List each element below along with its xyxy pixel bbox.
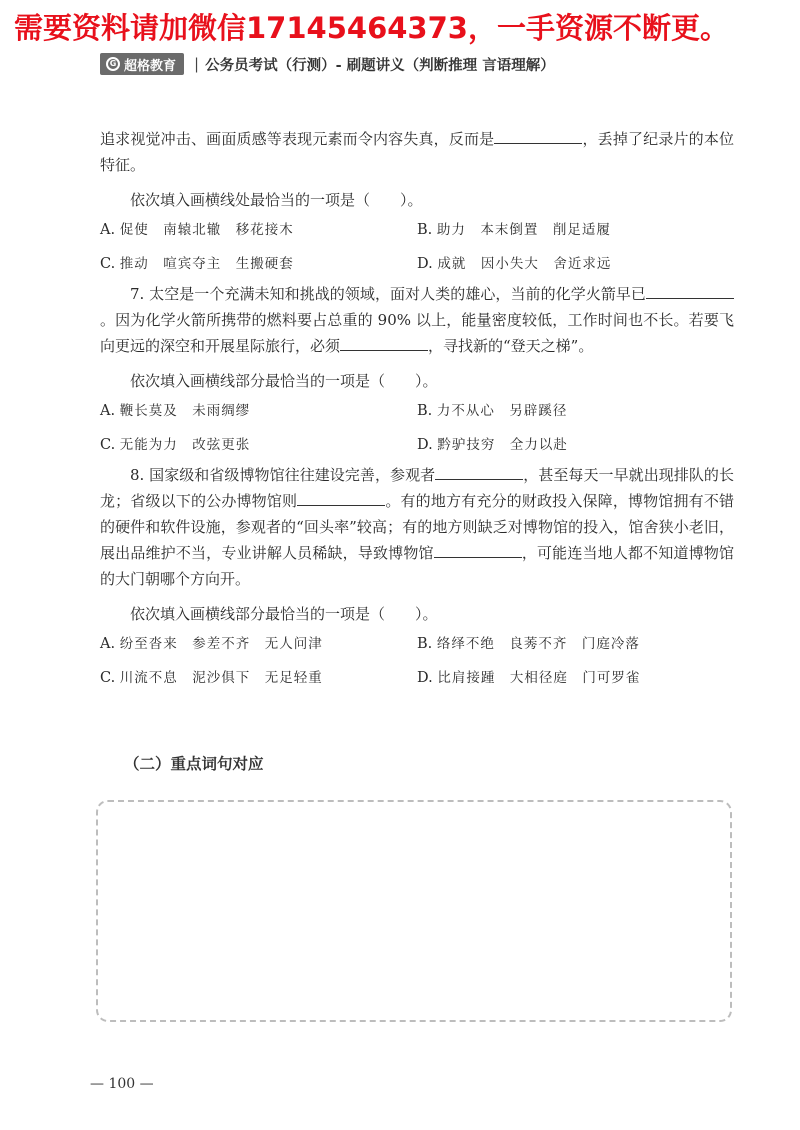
logo-icon: G xyxy=(106,57,120,71)
fill-blank xyxy=(340,334,428,351)
fill-blank xyxy=(494,127,582,144)
q7-prompt: 依次填入画横线部分最恰当的一项是（ ）。 xyxy=(130,372,438,390)
q8-option-b: B. 络绎不绝 良莠不齐 门庭冷落 xyxy=(417,636,640,652)
q6-option-a: A. 促使 南辕北辙 移花接木 xyxy=(100,222,294,238)
fill-blank xyxy=(646,282,734,299)
q7-option-c: C. 无能为力 改弦更张 xyxy=(100,437,251,453)
q8-prompt: 依次填入画横线部分最恰当的一项是（ ）。 xyxy=(130,605,438,623)
q7-option-b: B. 力不从心 另辟蹊径 xyxy=(417,403,568,419)
q7-option-a: A. 鞭长莫及 未雨绸缪 xyxy=(100,403,251,419)
q8-option-d: D. 比肩接踵 大相径庭 门可罗雀 xyxy=(417,670,641,686)
q8-option-c: C. 川流不息 泥沙俱下 无足轻重 xyxy=(100,670,323,686)
q8-stem: 8. 国家级和省级博物馆往往建设完善，参观者 ，甚至每天一早就出现排队的长龙；省级以下的公办博物馆则 。有的地方有充分的财政投入保障，博物馆拥有不错的硬件和软件设施，参观者的“回头率”较高；有的地方则缺乏对博物馆的投入，馆舍狭小老旧，展出品维护不当，专业讲解人员稀缺，导致博物馆 ，可能连当地人都不知道博物馆的大门朝哪个方向开。 xyxy=(100,462,734,592)
logo-text: 超格教育 xyxy=(124,58,177,74)
q8-options xyxy=(100,627,734,695)
fill-blank xyxy=(435,463,523,480)
page-number: — 100 — xyxy=(90,1076,154,1092)
q6-options xyxy=(100,213,734,281)
page-header xyxy=(100,51,555,77)
q7-stem: 7. 太空是一个充满未知和挑战的领域，面对人类的雄心，当前的化学火箭早已。因为化学火箭所携带的燃料要占总重的 90% 以上，能量密度较低，工作时间也不长。若要飞向更远的深空和开展星际旅行，必须 ，寻找新的“登天之梯”。 xyxy=(100,281,734,359)
notes-box xyxy=(96,800,732,1022)
publisher-logo xyxy=(100,53,184,75)
q7-options xyxy=(100,394,734,462)
fill-blank xyxy=(434,541,522,558)
q6-option-c: C. 推动 喧宾夺主 生搬硬套 xyxy=(100,256,294,272)
header-title: 公务员考试（行测）- 刷题讲义（判断推理 言语理解） xyxy=(205,57,555,74)
q6-option-b: B. 助力 本末倒置 削足适履 xyxy=(417,222,611,238)
q7-option-d: D. 黔驴技穷 全力以赴 xyxy=(417,437,568,453)
q6-prompt: 依次填入画横线处最恰当的一项是（ ）。 xyxy=(130,191,423,209)
page-content xyxy=(100,126,734,695)
q8-option-a: A. 纷至沓来 参差不齐 无人问津 xyxy=(100,636,323,652)
fill-blank xyxy=(297,489,385,506)
header-separator: | xyxy=(194,55,200,73)
watermark-banner: 需要资料请加微信17145464373，一手资源不断更。 xyxy=(14,11,729,45)
section-title: （二）重点词句对应 xyxy=(124,755,264,773)
intro-paragraph: 追求视觉冲击、画面质感等表现元素而令内容失真，反而是 ，丢掉了纪录片的本位特征。 xyxy=(100,126,734,178)
q6-option-d: D. 成就 因小失大 舍近求远 xyxy=(417,256,612,272)
